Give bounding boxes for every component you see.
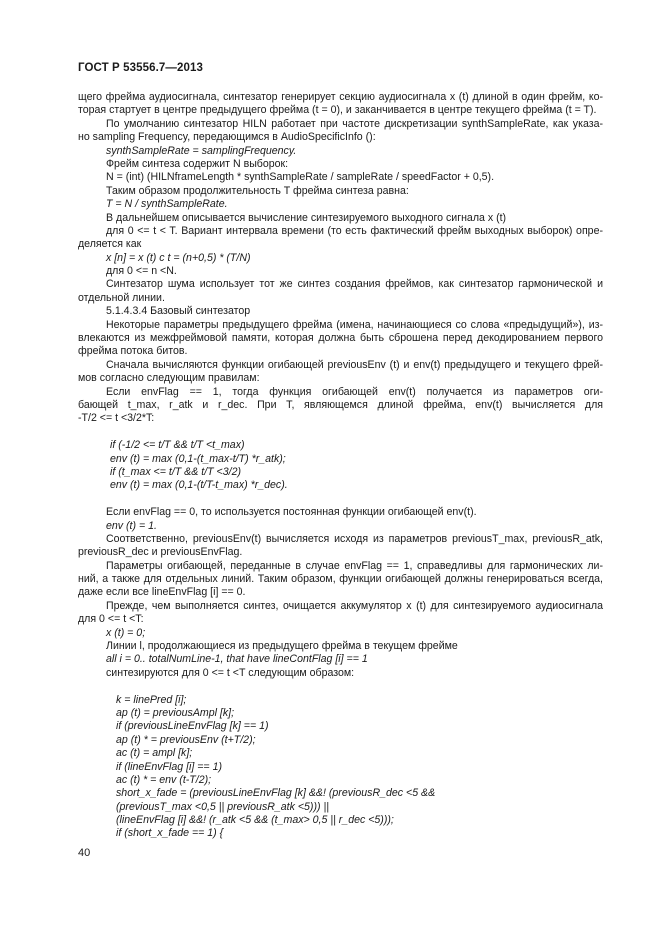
text-line: Некоторые параметры предыдущего фрейма (имена, начинающиеся со слова «предыдущий»), из-	[106, 318, 603, 331]
document-header: ГОСТ Р 53556.7—2013	[78, 62, 203, 74]
text-line: но sampling Frequency, передающимся в AudioSpecificInfo ():	[78, 131, 376, 144]
text-line: ний, а также для отдельных линий. Таким образом, функции огибающей должны генерироваться всегда,	[78, 573, 603, 586]
text-line: отдельной линии.	[78, 291, 165, 304]
text-line: Синтезатор шума использует тот же синтез создания фреймов, как синтезатор гармонической и	[106, 278, 603, 291]
text-line: if (short_x_fade == 1) {	[116, 827, 224, 840]
text-line: N = (int) (HILNframeLength * synthSampleRate / sampleRate / speedFactor + 0,5).	[106, 171, 495, 184]
text-line: Если envFlag == 0, то используется постоянная функции огибающей env(t).	[106, 506, 477, 519]
text-line: синтезируются для 0 <= t <T следующим образом:	[106, 666, 355, 679]
text-line: деляется как	[78, 238, 142, 251]
text-line: (lineEnvFlag [i] &&! (r_atk <5 && (t_max> 0,5 || r_dec <5)));	[116, 814, 394, 827]
blank-line	[78, 493, 603, 506]
text-line: влекаются из межфреймовой памяти, которая должна быть сброшена перед декодированием первого	[78, 332, 603, 345]
text-line: фрейма потока битов.	[78, 345, 188, 358]
text-line: previousR_dec и previousEnvFlag.	[78, 546, 243, 559]
text-line: Соответственно, previousEnv(t) вычисляется исходя из параметров previousT_max, previousR_atk,	[106, 532, 603, 545]
text-line: if (lineEnvFlag [i] == 1)	[116, 760, 222, 773]
text-line: T = N / synthSampleRate.	[106, 198, 228, 211]
text-line: if (-1/2 <= t/T && t/T <t_max)	[110, 439, 245, 452]
page-number: 40	[78, 847, 91, 859]
text-line: env (t) = max (0,1-(t_max-t/T) *r_atk);	[110, 452, 286, 465]
text-line: для 0 <= t <T:	[78, 613, 144, 626]
text-line: all i = 0.. totalNumLine-1, that have lineContFlag [i] == 1	[106, 653, 368, 666]
text-line: бающей t_max, r_atk и r_dec. При T, являющемся длиной фрейма, env(t) вычисляется для	[78, 398, 603, 411]
text-line: Сначала вычисляются функции огибающей previousEnv (t) и env(t) предыдущего и текущего фрей-	[106, 358, 603, 371]
text-line: short_x_fade = (previousLineEnvFlag [k] &&! (previousR_dec <5 &&	[116, 787, 436, 800]
document-body	[78, 91, 603, 841]
text-line: x [n] = x (t) с t = (n+0,5) * (T/N)	[106, 251, 251, 264]
text-line: -T/2 <= t <3/2*T:	[78, 412, 155, 425]
text-line: даже если все lineEnvFlag [i] == 0.	[78, 586, 246, 599]
text-line: торая стартует в центре предыдущего фрейма (t = 0), и заканчивается в центре текущего фрейма (t = T).	[78, 104, 597, 117]
text-line: Прежде, чем выполняется синтез, очищается аккумулятор x (t) для синтезируемого аудиосигнала	[106, 599, 603, 612]
text-line: Таким образом продолжительность T фрейма синтеза равна:	[106, 184, 409, 197]
text-line: для 0 <= n <N.	[106, 265, 177, 278]
text-line: Линии l, продолжающиеся из предыдущего фрейма в текущем фрейме	[106, 640, 458, 653]
text-line: Если envFlag == 1, тогда функция огибающей env(t) получается из параметров оги-	[106, 385, 603, 398]
text-line: мов согласно следующим правилам:	[78, 372, 260, 385]
text-line: По умолчанию синтезатор HILN работает при частоте дискретизации synthSampleRate, как указа-	[106, 117, 603, 130]
text-line: Параметры огибающей, переданные в случае envFlag == 1, справедливы для гармонических ли-	[106, 559, 603, 572]
text-line: ac (t) = ampl [k];	[116, 747, 193, 760]
text-line: ac (t) * = env (t-T/2);	[116, 773, 212, 786]
text-line: synthSampleRate = samplingFrequency.	[106, 144, 297, 157]
blank-line	[78, 680, 603, 693]
text-line: Фрейм синтеза содержит N выборок:	[106, 157, 289, 170]
text-line: для 0 <= t < T. Вариант интервала времени (то есть фактический фрейм выходных выборок) опре-	[106, 224, 603, 237]
text-line: k = linePred [i];	[116, 693, 187, 706]
text-line: 5.1.4.3.4 Базовый синтезатор	[106, 305, 251, 318]
text-line: x (t) = 0;	[106, 626, 146, 639]
text-line: щего фрейма аудиосигнала, синтезатор генерирует секцию аудиосигнала x (t) длиной в один фрейм, ко-	[78, 91, 603, 103]
text-line: if (previousLineEnvFlag [k] == 1)	[116, 720, 269, 733]
text-line: if (t_max <= t/T && t/T <3/2)	[110, 465, 241, 478]
text-line: В дальнейшем описывается вычисление синтезируемого выходного сигнала x (t)	[106, 211, 507, 224]
text-line: (previousT_max <0,5 || previousR_atk <5))) ||	[116, 800, 329, 813]
text-line: ap (t) = previousAmpl [k];	[116, 706, 235, 719]
blank-line	[78, 426, 603, 439]
text-line: env (t) = max (0,1-(t/T-t_max) *r_dec).	[110, 479, 288, 492]
text-line: ap (t) * = previousEnv (t+T/2);	[116, 733, 256, 746]
text-line: env (t) = 1.	[106, 519, 157, 532]
